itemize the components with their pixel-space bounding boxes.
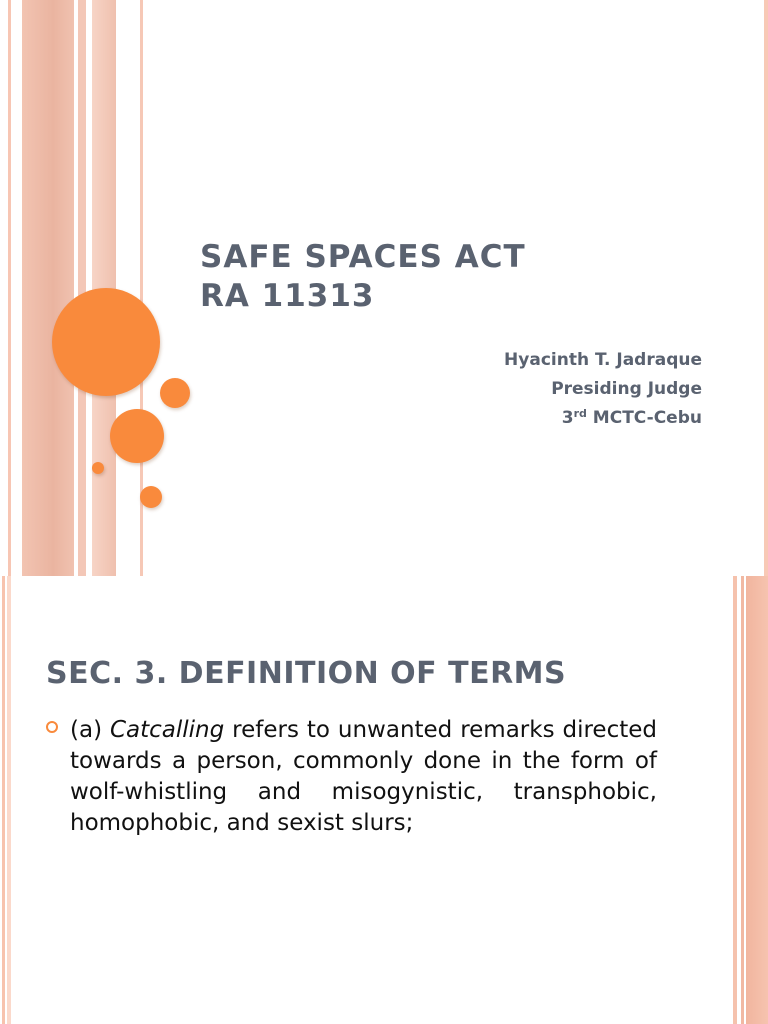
decorative-stripe <box>2 576 5 1024</box>
defined-term: Catcalling <box>109 717 225 743</box>
decorative-circle-small <box>140 486 162 508</box>
definition-slide <box>0 576 768 1024</box>
decorative-stripe <box>741 576 744 1024</box>
slide-title <box>200 238 526 316</box>
decorative-circle-large <box>52 288 160 396</box>
slide-title-line-2: RA 11313 <box>200 278 375 314</box>
court-ordinal: 3 <box>561 408 574 428</box>
decorative-stripe <box>746 576 768 1024</box>
presenter-role: Presiding Judge <box>551 379 702 399</box>
decorative-stripe <box>22 0 74 576</box>
decorative-stripe <box>8 0 11 576</box>
court-ordinal-suffix: rd <box>573 407 587 420</box>
section-heading: SEC. 3. DEFINITION OF TERMS <box>46 656 567 691</box>
court-line <box>504 404 702 433</box>
decorative-stripe <box>733 576 737 1024</box>
definition-body: refers to unwanted remarks directed towards a person, commonly done in the form of wolf-whistling and misogynistic, transphobic, homophobic, and sexist slurs; <box>70 717 657 836</box>
decorative-circle-medium <box>110 409 164 463</box>
court-name: MCTC-Cebu <box>592 408 702 428</box>
presenter-name: Hyacinth T. Jadraque <box>504 350 702 370</box>
bullet-ring-icon <box>46 721 58 733</box>
presenter-block <box>504 346 702 433</box>
slide-title-line-1: SAFE SPACES ACT <box>200 239 526 275</box>
decorative-circle-tiny <box>92 462 104 474</box>
decorative-stripe <box>7 576 11 1024</box>
decorative-stripe <box>764 0 768 576</box>
decorative-stripe <box>78 0 86 576</box>
definition-text <box>70 715 657 839</box>
definition-prefix: (a) <box>70 717 110 743</box>
decorative-circle-small <box>160 378 190 408</box>
